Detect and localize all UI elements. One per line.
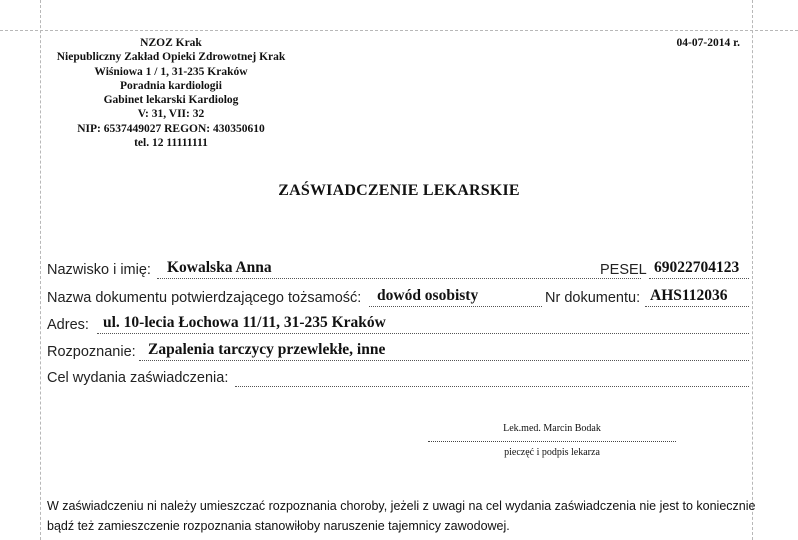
purpose-row bbox=[47, 368, 752, 388]
name-dotted-line bbox=[157, 278, 641, 279]
diagnosis-label: Rozpoznanie: bbox=[47, 344, 136, 360]
purpose-dotted-line bbox=[235, 386, 749, 387]
name-row bbox=[47, 260, 752, 280]
address-label: Adres: bbox=[47, 317, 89, 333]
clinic-full-name: Niepubliczny Zakład Opieki Zdrowotnej Krak bbox=[56, 51, 286, 64]
legal-note-line-1: W zaświadczeniu ni należy umieszczać rozpoznania choroby, jeżeli z uwagi na cel wydania zaświadczenia nie jest to koniecznie bbox=[47, 499, 756, 513]
page-margin-top bbox=[0, 30, 798, 31]
issue-date: 04-07-2014 r. bbox=[676, 37, 740, 49]
document-number-label: Nr dokumentu: bbox=[545, 290, 641, 306]
diagnosis-row bbox=[47, 342, 752, 362]
clinic-department: Poradnia kardiologii bbox=[120, 79, 222, 92]
clinic-name: NZOZ Krak bbox=[140, 37, 202, 49]
pesel-dotted-line bbox=[649, 278, 749, 279]
document-number-dotted-line bbox=[645, 306, 749, 307]
clinic-office: Gabinet lekarski Kardiolog bbox=[103, 94, 239, 107]
legal-note-line-2: bądź też zamieszczenie rozpoznania stanowiłoby naruszenie tajemnicy zawodowej. bbox=[47, 519, 510, 533]
diagnosis-dotted-line bbox=[139, 360, 749, 361]
name-value[interactable]: Kowalska Anna bbox=[167, 259, 272, 276]
clinic-address: Wiśniowa 1 / 1, 31-235 Kraków bbox=[94, 65, 248, 78]
signature-line bbox=[428, 441, 676, 442]
diagnosis-value[interactable]: Zapalenia tarczycy przewlekłe, inne bbox=[148, 341, 386, 358]
legal-note bbox=[47, 496, 757, 536]
address-dotted-line bbox=[97, 333, 749, 334]
clinic-codes: V: 31, VII: 32 bbox=[137, 108, 205, 121]
document-title: ZAŚWIADCZENIE LEKARSKIE bbox=[278, 182, 520, 199]
name-label: Nazwisko i imię: bbox=[47, 262, 151, 278]
signature-caption: pieczęć i podpis lekarza bbox=[504, 447, 600, 458]
address-row bbox=[47, 315, 752, 335]
clinic-header bbox=[40, 36, 302, 150]
clinic-phone: tel. 12 11111111 bbox=[134, 137, 208, 150]
page-margin-right bbox=[752, 0, 753, 540]
id-document-row bbox=[47, 288, 752, 308]
id-document-label: Nazwa dokumentu potwierdzającego tożsamość: bbox=[47, 290, 362, 306]
document-number-value[interactable]: AHS112036 bbox=[650, 287, 728, 304]
id-document-dotted-line bbox=[369, 306, 542, 307]
address-value[interactable]: ul. 10-lecia Łochowa 11/11, 31-235 Kraków bbox=[103, 314, 386, 331]
doctor-name: Lek.med. Marcin Bodak bbox=[503, 423, 601, 434]
purpose-label: Cel wydania zaświadczenia: bbox=[47, 370, 229, 386]
pesel-label: PESEL bbox=[600, 262, 647, 278]
pesel-value[interactable]: 69022704123 bbox=[654, 259, 740, 276]
clinic-tax-ids: NIP: 6537449027 REGON: 430350610 bbox=[77, 122, 265, 135]
id-document-value[interactable]: dowód osobisty bbox=[377, 287, 479, 304]
